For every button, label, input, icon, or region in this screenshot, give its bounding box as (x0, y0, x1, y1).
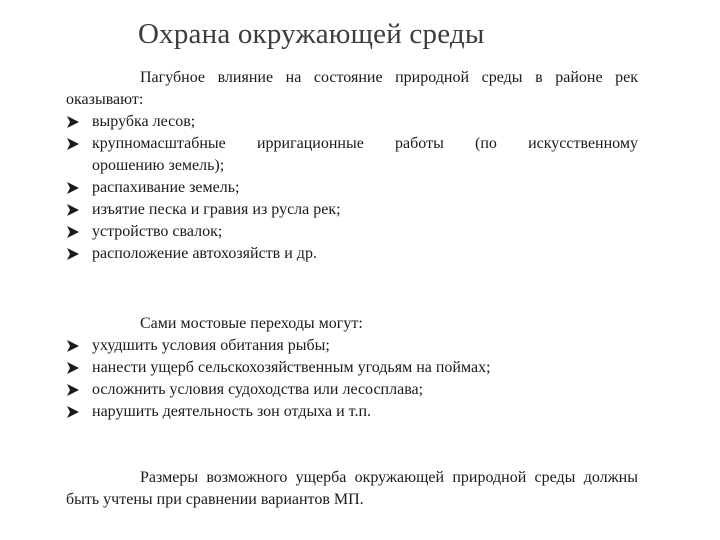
arrowhead-bullet-icon (66, 247, 80, 261)
arrowhead-bullet-icon (66, 405, 80, 419)
arrowhead-bullet-icon (66, 383, 80, 397)
list-item-text: нарушить деятельность зон отдыха и т.п. (92, 403, 372, 420)
arrowhead-bullet-icon (66, 203, 80, 217)
list-item (66, 221, 638, 243)
intro-text: Пагубное влияние на состояние природной среды в районе рек оказывают: (66, 69, 638, 108)
list-item (66, 199, 638, 221)
list-item-text: расположение автохозяйств и др. (92, 245, 317, 262)
arrowhead-bullet-icon (66, 339, 80, 353)
bridges-intro-text: Сами мостовые переходы могут: (140, 315, 363, 332)
list-item-text: нанести ущерб сельскохозяйственным угодьям на поймах; (92, 359, 491, 376)
intro-paragraph (66, 67, 638, 111)
list-item-text: вырубка лесов; (92, 113, 196, 130)
list-item (66, 177, 638, 199)
bridge-effects-list (66, 335, 638, 423)
list-item-text: ухудшить условия обитания рыбы; (92, 337, 330, 354)
list-item-text: распахивание земель; (92, 179, 240, 196)
list-item (66, 401, 638, 423)
bridges-paragraph (66, 313, 638, 335)
list-item-text-continued: орошению земель); (92, 157, 225, 174)
arrowhead-bullet-icon (66, 137, 80, 151)
list-item (66, 379, 638, 401)
list-item-text: осложнить условия судоходства или лесосплава; (92, 381, 424, 398)
list-item (66, 357, 638, 379)
list-item (66, 133, 638, 177)
list-item (66, 335, 638, 357)
list-item (66, 243, 638, 265)
arrowhead-bullet-icon (66, 361, 80, 375)
list-item-text: крупномасштабные ирригационные работы (по искусственному (92, 135, 638, 152)
arrowhead-bullet-icon (66, 225, 80, 239)
conclusion-paragraph (66, 467, 638, 511)
arrowhead-bullet-icon (66, 181, 80, 195)
list-item-text: изъятие песка и гравия из русла рек; (92, 201, 341, 218)
list-item (66, 111, 638, 133)
slide-title: Охрана окружающей среды (138, 18, 485, 50)
impacts-list (66, 111, 638, 265)
arrowhead-bullet-icon (66, 115, 80, 129)
conclusion-text: Размеры возможного ущерба окружающей природной среды должны быть учтены при сравнении вариантов МП. (66, 469, 638, 508)
list-item-text: устройство свалок; (92, 223, 223, 240)
